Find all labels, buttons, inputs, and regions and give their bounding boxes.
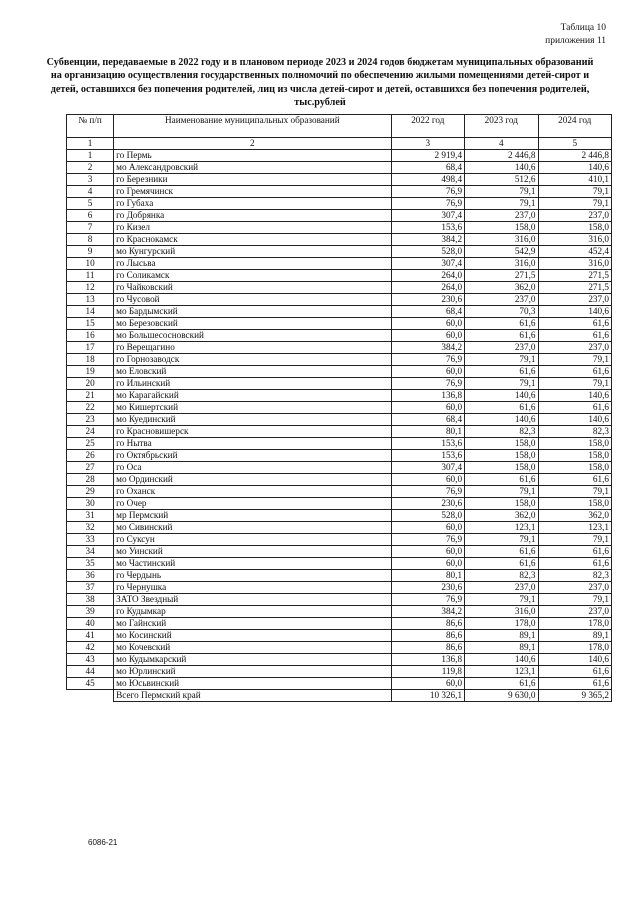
row-number: 40 <box>67 618 114 630</box>
table-row <box>67 258 612 270</box>
municipality-name: ЗАТО Звездный <box>114 594 391 606</box>
value-2022: 230,6 <box>391 498 464 510</box>
row-number: 33 <box>67 534 114 546</box>
municipality-name: мо Кунгурский <box>114 246 391 258</box>
value-2024: 82,3 <box>538 570 612 582</box>
value-2022: 76,9 <box>391 354 464 366</box>
value-2023: 61,6 <box>465 474 538 486</box>
table-row <box>67 450 612 462</box>
value-2023: 61,6 <box>465 366 538 378</box>
row-number: 37 <box>67 582 114 594</box>
value-2022: 60,0 <box>391 330 464 342</box>
value-2023: 79,1 <box>465 486 538 498</box>
table-row <box>67 162 612 174</box>
value-2022: 153,6 <box>391 438 464 450</box>
row-number: 9 <box>67 246 114 258</box>
value-2024: 79,1 <box>538 486 612 498</box>
value-2022: 68,4 <box>391 414 464 426</box>
row-number: 11 <box>67 270 114 282</box>
table-row <box>67 174 612 186</box>
row-number: 30 <box>67 498 114 510</box>
value-2024: 79,1 <box>538 594 612 606</box>
municipality-name: мо Березовский <box>114 318 391 330</box>
col-header-number: № п/п <box>67 115 114 138</box>
value-2024: 271,5 <box>538 282 612 294</box>
value-2022: 86,6 <box>391 630 464 642</box>
row-number: 45 <box>67 678 114 690</box>
value-2023: 61,6 <box>465 546 538 558</box>
municipality-name: мо Уинский <box>114 546 391 558</box>
value-2022: 80,1 <box>391 570 464 582</box>
table-body <box>67 150 612 690</box>
row-number: 14 <box>67 306 114 318</box>
value-2023: 70,3 <box>465 306 538 318</box>
row-number: 12 <box>67 282 114 294</box>
value-2023: 123,1 <box>465 522 538 534</box>
table-row <box>67 330 612 342</box>
municipality-name: го Добрянка <box>114 210 391 222</box>
value-2022: 86,6 <box>391 618 464 630</box>
table-row <box>67 630 612 642</box>
value-2022: 307,4 <box>391 210 464 222</box>
value-2024: 61,6 <box>538 402 612 414</box>
value-2024: 237,0 <box>538 342 612 354</box>
value-2023: 79,1 <box>465 354 538 366</box>
value-2022: 153,6 <box>391 222 464 234</box>
municipality-name: го Лысьва <box>114 258 391 270</box>
table-row <box>67 474 612 486</box>
value-2023: 140,6 <box>465 654 538 666</box>
row-number: 39 <box>67 606 114 618</box>
value-2022: 76,9 <box>391 186 464 198</box>
municipality-name: го Чусовой <box>114 294 391 306</box>
value-2023: 271,5 <box>465 270 538 282</box>
value-2024: 79,1 <box>538 534 612 546</box>
municipality-name: го Ильинский <box>114 378 391 390</box>
table-row <box>67 306 612 318</box>
total-2023: 9 630,0 <box>465 690 538 702</box>
municipality-name: го Пермь <box>114 150 391 162</box>
value-2023: 79,1 <box>465 378 538 390</box>
municipality-name: го Гремячинск <box>114 186 391 198</box>
value-2024: 61,6 <box>538 666 612 678</box>
value-2022: 60,0 <box>391 678 464 690</box>
value-2022: 119,8 <box>391 666 464 678</box>
municipality-name: го Оханск <box>114 486 391 498</box>
row-number: 20 <box>67 378 114 390</box>
table-row <box>67 498 612 510</box>
row-number: 29 <box>67 486 114 498</box>
value-2022: 2 919,4 <box>391 150 464 162</box>
table-row <box>67 666 612 678</box>
table-row <box>67 546 612 558</box>
municipality-name: го Суксун <box>114 534 391 546</box>
table-row <box>67 426 612 438</box>
subventions-table <box>66 114 612 702</box>
value-2022: 76,9 <box>391 378 464 390</box>
row-number: 25 <box>67 438 114 450</box>
value-2023: 140,6 <box>465 390 538 402</box>
value-2024: 158,0 <box>538 222 612 234</box>
row-number: 3 <box>67 174 114 186</box>
row-number: 34 <box>67 546 114 558</box>
value-2024: 123,1 <box>538 522 612 534</box>
value-2023: 158,0 <box>465 450 538 462</box>
value-2023: 158,0 <box>465 438 538 450</box>
table-number-label: Таблица 10 <box>560 23 606 33</box>
value-2023: 61,6 <box>465 402 538 414</box>
row-number: 10 <box>67 258 114 270</box>
value-2024: 178,0 <box>538 642 612 654</box>
value-2022: 76,9 <box>391 198 464 210</box>
value-2022: 60,0 <box>391 558 464 570</box>
table-row <box>67 282 612 294</box>
value-2022: 528,0 <box>391 510 464 522</box>
value-2024: 237,0 <box>538 582 612 594</box>
value-2023: 237,0 <box>465 582 538 594</box>
value-2024: 82,3 <box>538 426 612 438</box>
row-number: 13 <box>67 294 114 306</box>
table-row <box>67 462 612 474</box>
value-2023: 158,0 <box>465 462 538 474</box>
value-2022: 264,0 <box>391 270 464 282</box>
value-2023: 140,6 <box>465 162 538 174</box>
row-number: 17 <box>67 342 114 354</box>
row-number: 27 <box>67 462 114 474</box>
value-2023: 542,9 <box>465 246 538 258</box>
value-2022: 498,4 <box>391 174 464 186</box>
value-2024: 79,1 <box>538 186 612 198</box>
row-number: 41 <box>67 630 114 642</box>
value-2022: 60,0 <box>391 522 464 534</box>
municipality-name: мо Кудымкарский <box>114 654 391 666</box>
municipality-name: го Нытва <box>114 438 391 450</box>
col-header-2023: 2023 год <box>465 115 538 138</box>
municipality-name: мо Гайнский <box>114 618 391 630</box>
value-2024: 61,6 <box>538 558 612 570</box>
value-2023: 362,0 <box>465 282 538 294</box>
row-number: 18 <box>67 354 114 366</box>
value-2023: 158,0 <box>465 498 538 510</box>
value-2024: 61,6 <box>538 546 612 558</box>
total-2022: 10 326,1 <box>391 690 464 702</box>
total-2024: 9 365,2 <box>538 690 612 702</box>
municipality-name: го Чердынь <box>114 570 391 582</box>
table-row <box>67 534 612 546</box>
value-2023: 362,0 <box>465 510 538 522</box>
municipality-name: мо Карагайский <box>114 390 391 402</box>
value-2024: 452,4 <box>538 246 612 258</box>
table-row <box>67 438 612 450</box>
table-row <box>67 342 612 354</box>
row-number: 19 <box>67 366 114 378</box>
col-header-2024: 2024 год <box>538 115 612 138</box>
row-number: 42 <box>67 642 114 654</box>
row-number: 28 <box>67 474 114 486</box>
appendix-label: приложения 11 <box>545 36 606 46</box>
value-2023: 316,0 <box>465 258 538 270</box>
value-2022: 384,2 <box>391 342 464 354</box>
table-row <box>67 486 612 498</box>
value-2023: 61,6 <box>465 678 538 690</box>
row-number: 21 <box>67 390 114 402</box>
value-2022: 230,6 <box>391 582 464 594</box>
col-header-name: Наименование муниципальных образований <box>114 115 391 138</box>
value-2024: 410,1 <box>538 174 612 186</box>
municipality-name: го Кудымкар <box>114 606 391 618</box>
value-2023: 158,0 <box>465 222 538 234</box>
value-2024: 158,0 <box>538 450 612 462</box>
total-row <box>67 690 612 702</box>
row-number: 26 <box>67 450 114 462</box>
value-2022: 80,1 <box>391 426 464 438</box>
value-2024: 316,0 <box>538 258 612 270</box>
value-2022: 528,0 <box>391 246 464 258</box>
municipality-name: го Очер <box>114 498 391 510</box>
column-number: 1 <box>67 138 114 150</box>
value-2023: 61,6 <box>465 318 538 330</box>
value-2022: 76,9 <box>391 534 464 546</box>
value-2022: 136,8 <box>391 654 464 666</box>
table-row <box>67 414 612 426</box>
row-number: 4 <box>67 186 114 198</box>
row-number: 38 <box>67 594 114 606</box>
table-reference <box>545 22 606 48</box>
value-2023: 79,1 <box>465 186 538 198</box>
total-empty-cell <box>67 690 114 702</box>
value-2024: 140,6 <box>538 414 612 426</box>
value-2024: 79,1 <box>538 354 612 366</box>
value-2023: 61,6 <box>465 330 538 342</box>
municipality-name: мо Куединский <box>114 414 391 426</box>
municipality-name: мо Сивинский <box>114 522 391 534</box>
value-2022: 136,8 <box>391 390 464 402</box>
value-2023: 178,0 <box>465 618 538 630</box>
table-row <box>67 366 612 378</box>
value-2023: 2 446,8 <box>465 150 538 162</box>
municipality-name: мо Большесосновский <box>114 330 391 342</box>
value-2024: 158,0 <box>538 498 612 510</box>
value-2024: 61,6 <box>538 678 612 690</box>
row-number: 15 <box>67 318 114 330</box>
table-row <box>67 594 612 606</box>
value-2022: 60,0 <box>391 402 464 414</box>
value-2024: 316,0 <box>538 234 612 246</box>
value-2022: 307,4 <box>391 462 464 474</box>
table-row <box>67 402 612 414</box>
table-row <box>67 522 612 534</box>
municipality-name: мо Александровский <box>114 162 391 174</box>
value-2023: 82,3 <box>465 570 538 582</box>
value-2023: 316,0 <box>465 234 538 246</box>
col-header-2022: 2022 год <box>391 115 464 138</box>
table-row <box>67 150 612 162</box>
row-number: 5 <box>67 198 114 210</box>
value-2023: 140,6 <box>465 414 538 426</box>
column-number: 2 <box>114 138 391 150</box>
value-2024: 61,6 <box>538 474 612 486</box>
value-2023: 79,1 <box>465 534 538 546</box>
municipality-name: го Чайковский <box>114 282 391 294</box>
municipality-name: го Губаха <box>114 198 391 210</box>
row-number: 16 <box>67 330 114 342</box>
municipality-name: мо Бардымский <box>114 306 391 318</box>
table-row <box>67 186 612 198</box>
table-row <box>67 294 612 306</box>
value-2022: 60,0 <box>391 318 464 330</box>
municipality-name: мо Косинский <box>114 630 391 642</box>
table-row <box>67 222 612 234</box>
document-title: Субвенции, передаваемые в 2022 году и в плановом периоде 2023 и 2024 годов бюджетам муниципальных образований на организацию осуществления государственных полномочий по обеспечению жилыми помещениями детей-сирот и детей, оставшихся без попечения родителей, лиц из числа детей-сирот и детей, оставшихся без попечения родителей, тыс.рублей <box>46 57 594 109</box>
value-2022: 60,0 <box>391 474 464 486</box>
table-row <box>67 378 612 390</box>
value-2023: 123,1 <box>465 666 538 678</box>
municipality-name: мо Юрлинский <box>114 666 391 678</box>
row-number: 2 <box>67 162 114 174</box>
municipality-name: мо Кочевский <box>114 642 391 654</box>
municipality-name: мр Пермский <box>114 510 391 522</box>
table-row <box>67 510 612 522</box>
column-number: 4 <box>465 138 538 150</box>
table-row <box>67 618 612 630</box>
municipality-name: го Красновишерск <box>114 426 391 438</box>
municipality-name: го Кизел <box>114 222 391 234</box>
municipality-name: го Краснокамск <box>114 234 391 246</box>
value-2022: 307,4 <box>391 258 464 270</box>
municipality-name: мо Ординский <box>114 474 391 486</box>
municipality-name: го Верещагино <box>114 342 391 354</box>
value-2024: 140,6 <box>538 390 612 402</box>
value-2024: 237,0 <box>538 294 612 306</box>
column-number: 5 <box>538 138 612 150</box>
municipality-name: го Октябрьский <box>114 450 391 462</box>
value-2022: 86,6 <box>391 642 464 654</box>
value-2022: 384,2 <box>391 606 464 618</box>
table-row <box>67 354 612 366</box>
municipality-name: мо Еловский <box>114 366 391 378</box>
value-2024: 61,6 <box>538 366 612 378</box>
value-2023: 89,1 <box>465 642 538 654</box>
value-2023: 61,6 <box>465 558 538 570</box>
municipality-name: мо Юсьвинский <box>114 678 391 690</box>
value-2023: 237,0 <box>465 342 538 354</box>
table-row <box>67 606 612 618</box>
municipality-name: мо Частинский <box>114 558 391 570</box>
value-2022: 384,2 <box>391 234 464 246</box>
municipality-name: го Горнозаводск <box>114 354 391 366</box>
value-2022: 68,4 <box>391 162 464 174</box>
value-2024: 237,0 <box>538 210 612 222</box>
row-number: 32 <box>67 522 114 534</box>
table-header-row <box>67 115 612 138</box>
row-number: 1 <box>67 150 114 162</box>
value-2024: 140,6 <box>538 654 612 666</box>
table-row <box>67 198 612 210</box>
table-row <box>67 270 612 282</box>
value-2024: 140,6 <box>538 162 612 174</box>
value-2024: 79,1 <box>538 198 612 210</box>
value-2024: 362,0 <box>538 510 612 522</box>
value-2023: 82,3 <box>465 426 538 438</box>
row-number: 22 <box>67 402 114 414</box>
value-2023: 512,6 <box>465 174 538 186</box>
value-2024: 2 446,8 <box>538 150 612 162</box>
value-2023: 79,1 <box>465 198 538 210</box>
value-2024: 89,1 <box>538 630 612 642</box>
column-number: 3 <box>391 138 464 150</box>
row-number: 7 <box>67 222 114 234</box>
value-2023: 89,1 <box>465 630 538 642</box>
row-number: 35 <box>67 558 114 570</box>
value-2024: 79,1 <box>538 378 612 390</box>
row-number: 43 <box>67 654 114 666</box>
table-row <box>67 654 612 666</box>
value-2022: 76,9 <box>391 594 464 606</box>
value-2024: 178,0 <box>538 618 612 630</box>
document-code: 6086-21 <box>88 838 118 847</box>
value-2024: 61,6 <box>538 330 612 342</box>
value-2022: 60,0 <box>391 366 464 378</box>
table-row <box>67 570 612 582</box>
value-2024: 158,0 <box>538 462 612 474</box>
total-label: Всего Пермский край <box>114 690 391 702</box>
table-row <box>67 642 612 654</box>
table-row <box>67 678 612 690</box>
row-number: 23 <box>67 414 114 426</box>
value-2022: 60,0 <box>391 546 464 558</box>
value-2023: 316,0 <box>465 606 538 618</box>
value-2024: 271,5 <box>538 270 612 282</box>
municipality-name: го Оса <box>114 462 391 474</box>
municipality-name: го Березники <box>114 174 391 186</box>
value-2024: 140,6 <box>538 306 612 318</box>
value-2022: 153,6 <box>391 450 464 462</box>
value-2024: 237,0 <box>538 606 612 618</box>
value-2023: 79,1 <box>465 594 538 606</box>
municipality-name: мо Кишертский <box>114 402 391 414</box>
value-2023: 237,0 <box>465 294 538 306</box>
value-2022: 230,6 <box>391 294 464 306</box>
row-number: 24 <box>67 426 114 438</box>
value-2024: 61,6 <box>538 318 612 330</box>
column-number-row <box>67 138 612 150</box>
table-row <box>67 582 612 594</box>
table-row <box>67 318 612 330</box>
value-2022: 68,4 <box>391 306 464 318</box>
row-number: 44 <box>67 666 114 678</box>
row-number: 8 <box>67 234 114 246</box>
table-row <box>67 246 612 258</box>
value-2022: 264,0 <box>391 282 464 294</box>
table-row <box>67 390 612 402</box>
table-row <box>67 558 612 570</box>
value-2023: 237,0 <box>465 210 538 222</box>
value-2022: 76,9 <box>391 486 464 498</box>
table-row <box>67 210 612 222</box>
value-2024: 158,0 <box>538 438 612 450</box>
municipality-name: го Чернушка <box>114 582 391 594</box>
row-number: 36 <box>67 570 114 582</box>
row-number: 31 <box>67 510 114 522</box>
row-number: 6 <box>67 210 114 222</box>
table-row <box>67 234 612 246</box>
municipality-name: го Соликамск <box>114 270 391 282</box>
